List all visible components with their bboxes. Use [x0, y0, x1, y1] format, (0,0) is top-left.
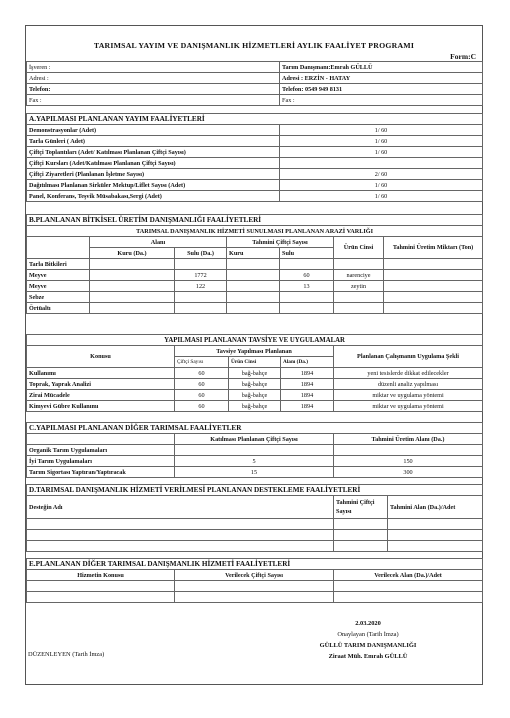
row-label: Çiftçi Toplantıları (Adet/ Katılması Planlanan Çiftçi Sayısı) [27, 147, 280, 158]
table-row [27, 136, 483, 147]
row-value: 1/ 60 [280, 125, 483, 136]
header-sulu-da: Sulu (Da.) [175, 248, 227, 259]
cell-sulu [175, 292, 227, 303]
row-label: Panel, Konferans, Teşvik Müsabakası,Sergi (Adet) [27, 191, 280, 202]
row-value: 1/ 60 [280, 180, 483, 191]
company-name: GÜLLÜ TARIM DANIŞMANLIĞI [319, 642, 417, 649]
row-label: Dağıtılması Planlanan Sirküler Mektup/Liflet Sayısı (Adet) [27, 180, 280, 191]
table-row [27, 445, 483, 456]
cell-ciftci-sulu: 60 [280, 270, 334, 281]
header-uygulama-sekli: Planlanan Çalışmanın Uygulama Şekli [334, 346, 483, 368]
header-uretim-alani: Tahmini Üretim Alanı (Da.) [334, 434, 483, 445]
table-row [27, 303, 483, 314]
cell-alan: 1894 [281, 401, 334, 412]
engineer-name: Ziraat Müh. Emrah GÜLLÜ [328, 653, 408, 660]
header-ciftci-sayisi: Çiftçi Sayısı [175, 357, 229, 368]
row-value: 1/ 60 [280, 147, 483, 158]
cell-ciftci-kuru [227, 292, 280, 303]
table-row [27, 158, 483, 169]
header-urun-cinsi: Ürün Cinsi [229, 357, 281, 368]
page-title: TARIMSAL YAYIM VE DANIŞMANLIK HİZMETLERİ AYLIK FAALİYET PROGRAMI [93, 41, 415, 50]
form-code: Form:C [450, 52, 476, 61]
table-row [27, 281, 483, 292]
header-kuru-da: Kuru (Da.) [90, 248, 175, 259]
cell-sekil: miktar ve uygulama yöntemi [334, 390, 483, 401]
cell-urun: bağ-bahçe [229, 390, 281, 401]
cell-urun: bağ-bahçe [229, 379, 281, 390]
cell-kuru [90, 292, 175, 303]
header-hizmet-konusu: Hizmetin Konusu [27, 570, 175, 581]
row-label: Meyve [27, 270, 90, 281]
approval-date: 2.03.2020 [355, 620, 381, 627]
cell-alan: 1894 [281, 390, 334, 401]
cell-urun [334, 292, 384, 303]
section-d-title: D.TARIMSAL DANIŞMANLIK HİZMETİ VERİLMESİ PLANLANAN DESTEKLEME FAALİYETLERİ [27, 485, 483, 496]
row-value: 1/ 60 [280, 136, 483, 147]
blank-cell [27, 248, 90, 259]
header-uretim-miktari: Tahmini Üretim Miktarı (Ton) [384, 237, 483, 259]
table-row [27, 541, 483, 552]
table-row [27, 456, 483, 467]
cell-alan [334, 445, 483, 456]
cell-ciftci: 60 [175, 368, 229, 379]
row-label: Sebze [27, 292, 90, 303]
cell-urun: bağ-bahçe [229, 401, 281, 412]
cell-ciftci: 15 [175, 467, 334, 478]
row-label: Tarla Bitkileri [27, 259, 90, 270]
approval-label: Onaylayan (Tarih İmza) [337, 631, 399, 638]
blank-cell [27, 237, 90, 248]
header-urun-cinsi: Ürün Cinsi [334, 237, 384, 259]
approval-block [288, 618, 448, 662]
cell-kuru [90, 270, 175, 281]
table-row [27, 379, 483, 390]
fax-right: Fax : [280, 95, 483, 106]
employer-field: İşveren : [27, 62, 280, 73]
table-row [27, 259, 483, 270]
table-row [27, 530, 483, 541]
header-tahmini-ciftci: Tahmini Çiftçi Sayısı [334, 496, 388, 519]
table-row [27, 581, 483, 592]
address-left: Adresi : [27, 73, 280, 84]
row-value [280, 158, 483, 169]
row-label: Zirai Mücadele [27, 390, 175, 401]
header-konusu: Konusu [27, 346, 175, 368]
table-row [27, 191, 483, 202]
cell-sulu [175, 259, 227, 270]
cell-ciftci-sulu: 13 [280, 281, 334, 292]
cell-alan: 300 [334, 467, 483, 478]
row-label: İyi Tarım Uygulamaları [27, 456, 175, 467]
cell-ciftci [175, 445, 334, 456]
header-tavsiye: Tavsiye Yapılması Planlanan [175, 346, 334, 357]
prepared-by: DÜZENLEYEN (Tarih İmza) [28, 651, 105, 658]
cell-uretim [384, 259, 483, 270]
cell-urun: zeytin [334, 281, 384, 292]
row-label: Tarım Sigortası Yaptıran/Yaptıracak [27, 467, 175, 478]
row-label: Organik Tarım Uygulamaları [27, 445, 175, 456]
cell-urun [334, 303, 384, 314]
cell-urun: narenciye [334, 270, 384, 281]
table-row [27, 147, 483, 158]
section-b-title: B.PLANLANAN BİTKİSEL ÜRETİM DANIŞMANLIĞI FAALİYETLERİ [27, 215, 483, 226]
row-label: Tarla Günleri ( Adet) [27, 136, 280, 147]
cell-ciftci: 5 [175, 456, 334, 467]
cell-kuru [90, 303, 175, 314]
phone-left: Telefon: [27, 84, 280, 95]
header-kuru: Kuru [227, 248, 280, 259]
table-row [27, 169, 483, 180]
cell-ciftci-kuru [227, 270, 280, 281]
table-row [27, 467, 483, 478]
cell-sulu: 1772 [175, 270, 227, 281]
row-value: 1/ 60 [280, 191, 483, 202]
section-tavsiye [26, 334, 482, 412]
cell-alan: 150 [334, 456, 483, 467]
section-e [26, 558, 482, 603]
cell-sekil: yeni tesislerde dikkat edilecekler [334, 368, 483, 379]
cell-sekil: miktar ve uygulama yöntemi [334, 401, 483, 412]
row-label: Örtüaltı [27, 303, 90, 314]
cell-alan: 1894 [281, 368, 334, 379]
row-value: 2/ 60 [280, 169, 483, 180]
section-e-title: E.PLANLANAN DİĞER TARIMSAL DANIŞMANLIK HİZMETİ FAALİYETLERİ [27, 559, 483, 570]
row-label: Toprak, Yaprak Analizi [27, 379, 175, 390]
address-right: Adresi : ERZİN - HATAY [280, 73, 483, 84]
cell-ciftci: 60 [175, 401, 229, 412]
table-row [27, 592, 483, 603]
cell-ciftci-kuru [227, 281, 280, 292]
header-destek-adi: Desteğin Adı [27, 496, 334, 519]
phone-right: Telefon: 0549 949 8131 [280, 84, 483, 95]
table-row [27, 368, 483, 379]
section-d [26, 484, 482, 552]
row-label: Kimyevi Gübre Kullanımı [27, 401, 175, 412]
cell-ciftci-sulu [280, 303, 334, 314]
cell-ciftci-kuru [227, 259, 280, 270]
table-row [27, 292, 483, 303]
cell-uretim [384, 292, 483, 303]
cell-ciftci: 60 [175, 390, 229, 401]
cell-sulu: 122 [175, 281, 227, 292]
header-alani: Alanı (Da.) [281, 357, 334, 368]
table-row [27, 270, 483, 281]
cell-uretim [384, 270, 483, 281]
row-label: Meyve [27, 281, 90, 292]
section-c [26, 422, 482, 478]
header-sulu: Sulu [280, 248, 334, 259]
section-c-title: C.YAPILMASI PLANLANAN DİĞER TARIMSAL FAALİYETLER [27, 423, 483, 434]
header-tahmini-alan: Tahmini Alan (Da.)/Adet [388, 496, 483, 519]
row-label: Demonstrasyonlar (Adet) [27, 125, 280, 136]
cell-kuru [90, 259, 175, 270]
cell-urun: bağ-bahçe [229, 368, 281, 379]
blank-cell [27, 434, 175, 445]
form-page [25, 25, 483, 685]
section-b [26, 214, 482, 314]
section-b-subtitle: TARIMSAL DANIŞMANLIK HİZMETİ SUNULMASI PLANLANAN ARAZİ VARLIĞI [27, 226, 483, 237]
consultant-field: Tarım Danışmanı:Emrah GÜLLÜ [280, 62, 483, 73]
header-verilecek-alan: Verilecek Alan (Da.)/Adet [334, 570, 483, 581]
cell-kuru [90, 281, 175, 292]
table-row [27, 125, 483, 136]
cell-ciftci-sulu [280, 259, 334, 270]
cell-sekil: düzenli analiz yapılması [334, 379, 483, 390]
cell-urun [334, 259, 384, 270]
row-label: Çiftçi Kursları (Adet/Katılması Planlanan Çiftçi Sayısı) [27, 158, 280, 169]
table-row [27, 390, 483, 401]
section-a-title: A.YAPILMASI PLANLANAN YAYIM FAALİYETLERİ [27, 114, 483, 125]
cell-uretim [384, 303, 483, 314]
cell-sulu [175, 303, 227, 314]
fax-left: Fax : [27, 95, 280, 106]
cell-ciftci-kuru [227, 303, 280, 314]
header-alan: Alanı [90, 237, 227, 248]
cell-ciftci-sulu [280, 292, 334, 303]
header-verilecek-ciftci: Verilecek Çiftçi Sayısı [175, 570, 334, 581]
cell-alan: 1894 [281, 379, 334, 390]
section-tavsiye-title: YAPILMASI PLANLANAN TAVSİYE VE UYGULAMALAR [27, 335, 483, 346]
header-tahmini-ciftci: Tahmini Çiftçi Sayısı [227, 237, 334, 248]
cell-ciftci: 60 [175, 379, 229, 390]
cell-uretim [384, 281, 483, 292]
row-label: Kullanımı [27, 368, 175, 379]
info-block [26, 61, 482, 106]
table-row [27, 401, 483, 412]
header-katilma: Katılması Planlanan Çiftçi Sayısı [175, 434, 334, 445]
table-row [27, 180, 483, 191]
table-row [27, 519, 483, 530]
section-a [26, 113, 482, 202]
row-label: Çiftçi Ziyaretleri (Planlanan İşletme Sayısı) [27, 169, 280, 180]
